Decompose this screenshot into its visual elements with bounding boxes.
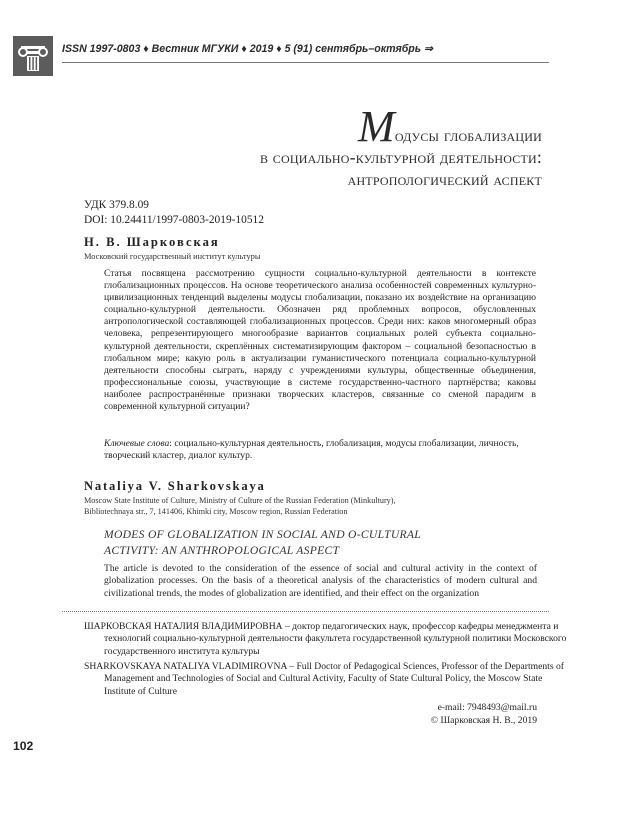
title-drop-cap: М bbox=[358, 102, 395, 151]
article-title-ru bbox=[150, 102, 542, 190]
affiliation-en bbox=[84, 496, 544, 517]
copyright: © Шарковская Н. В., 2019 bbox=[430, 715, 537, 726]
author-bio-ru: ШАРКОВСКАЯ НАТАЛИЯ ВЛАДИМИРОВНА – доктор педагогических наук, профессор кафедры менеджмента и технологий социально-культурной деятельности факультета государственной культурной политики Московского государственного института культуры bbox=[84, 621, 567, 657]
keywords-label: Ключевые слова bbox=[104, 438, 170, 449]
column-capital-icon bbox=[13, 36, 53, 76]
author-email: e-mail: 7948493@mail.ru bbox=[437, 702, 537, 713]
abstract-ru: Статья посвящена рассмотрению сущности социально-культурной деятельности в контексте глобализационных процессов. На основе теоретического анализа особенностей современных культурно-цивилизационных тенденций выделены модусы глобализации, показано их воздействие на организацию социально-культурной деятельности. Обозначен ряд проблемных вопросов, обусловленных антропологической составляющей глобализационных процессов. Среди них: каков многомерный образ человека, репрезентирующего многообразие вариантов социальных ролей субъекта социально-культурной деятельности, скреплённых систематизирующим фактором – социальной безопасностью в глобальном мире; какую роль в актуализации гуманистического потенциала социально-культурной деятельности способны сыграть, наряду с учреждениями культуры, общественные объединения, профессиональные союзы, участвующие в системе государственно-частного партнёрства; каковы наиболее распространённые признаки творческих кластеров, связанные со сменой парадигм в современной культурной ситуации? bbox=[104, 268, 536, 413]
affiliation-en-line-2: Bibliotechnaya str., 7, 141406, Khimki city, Moscow region, Russian Federation bbox=[84, 506, 348, 516]
title-line-3: антропологический аспект bbox=[347, 169, 542, 189]
article-title-en bbox=[104, 527, 544, 558]
author-name-en: Nataliya V. Sharkovskaya bbox=[84, 479, 266, 493]
affiliation-ru: Московский государственный институт культуры bbox=[84, 252, 261, 261]
udk-code: УДК 379.8.09 bbox=[84, 199, 149, 211]
title-en-line-2: ACTIVITY: AN ANTHROPOLOGICAL ASPECT bbox=[104, 543, 340, 557]
header-divider bbox=[62, 62, 549, 63]
footnote-divider bbox=[62, 611, 549, 612]
author-bio-en: SHARKOVSKAYA NATALIYA VLADIMIROVNA – Full Doctor of Pedagogical Sciences, Professor of the Departments of Management and Technologies of Social and Cultural Activity, Faculty of State Cultural Policy, the Moscow State Institute of Culture bbox=[84, 661, 564, 697]
journal-logo bbox=[13, 36, 53, 76]
keywords-text: : социально-культурная деятельность, глобализация, модусы глобализации, личность, творческий кластер, диалог культур. bbox=[104, 438, 519, 462]
journal-header: ISSN 1997-0803 ♦ Вестник МГУКИ ♦ 2019 ♦ 5 (91) сентябрь–октябрь ⇒ bbox=[62, 43, 433, 55]
doi-code: DOI: 10.24411/1997-0803-2019-10512 bbox=[84, 214, 264, 226]
title-en-line-1: MODES OF GLOBALIZATION IN SOCIAL AND O-CULTURAL bbox=[104, 528, 422, 541]
keywords-ru bbox=[104, 438, 536, 462]
title-line-2: в социально-культурной деятельности: bbox=[259, 147, 542, 167]
title-line-1: одусы глобализации bbox=[394, 125, 542, 145]
page-number: 102 bbox=[13, 739, 34, 753]
affiliation-en-line-1: Moscow State Institute of Culture, Ministry of Culture of the Russian Federation (Minkultury), bbox=[84, 496, 396, 505]
author-name-ru: Н. В. Шарковская bbox=[84, 235, 220, 249]
abstract-en: The article is devoted to the consideration of the essence of social and cultural activity in the context of globalization processes. On the basis of a theoretical analysis of the characteristics of modern cultural and civilizational trends, the modes of globalization are identified, and their effect on the organization bbox=[104, 563, 537, 599]
